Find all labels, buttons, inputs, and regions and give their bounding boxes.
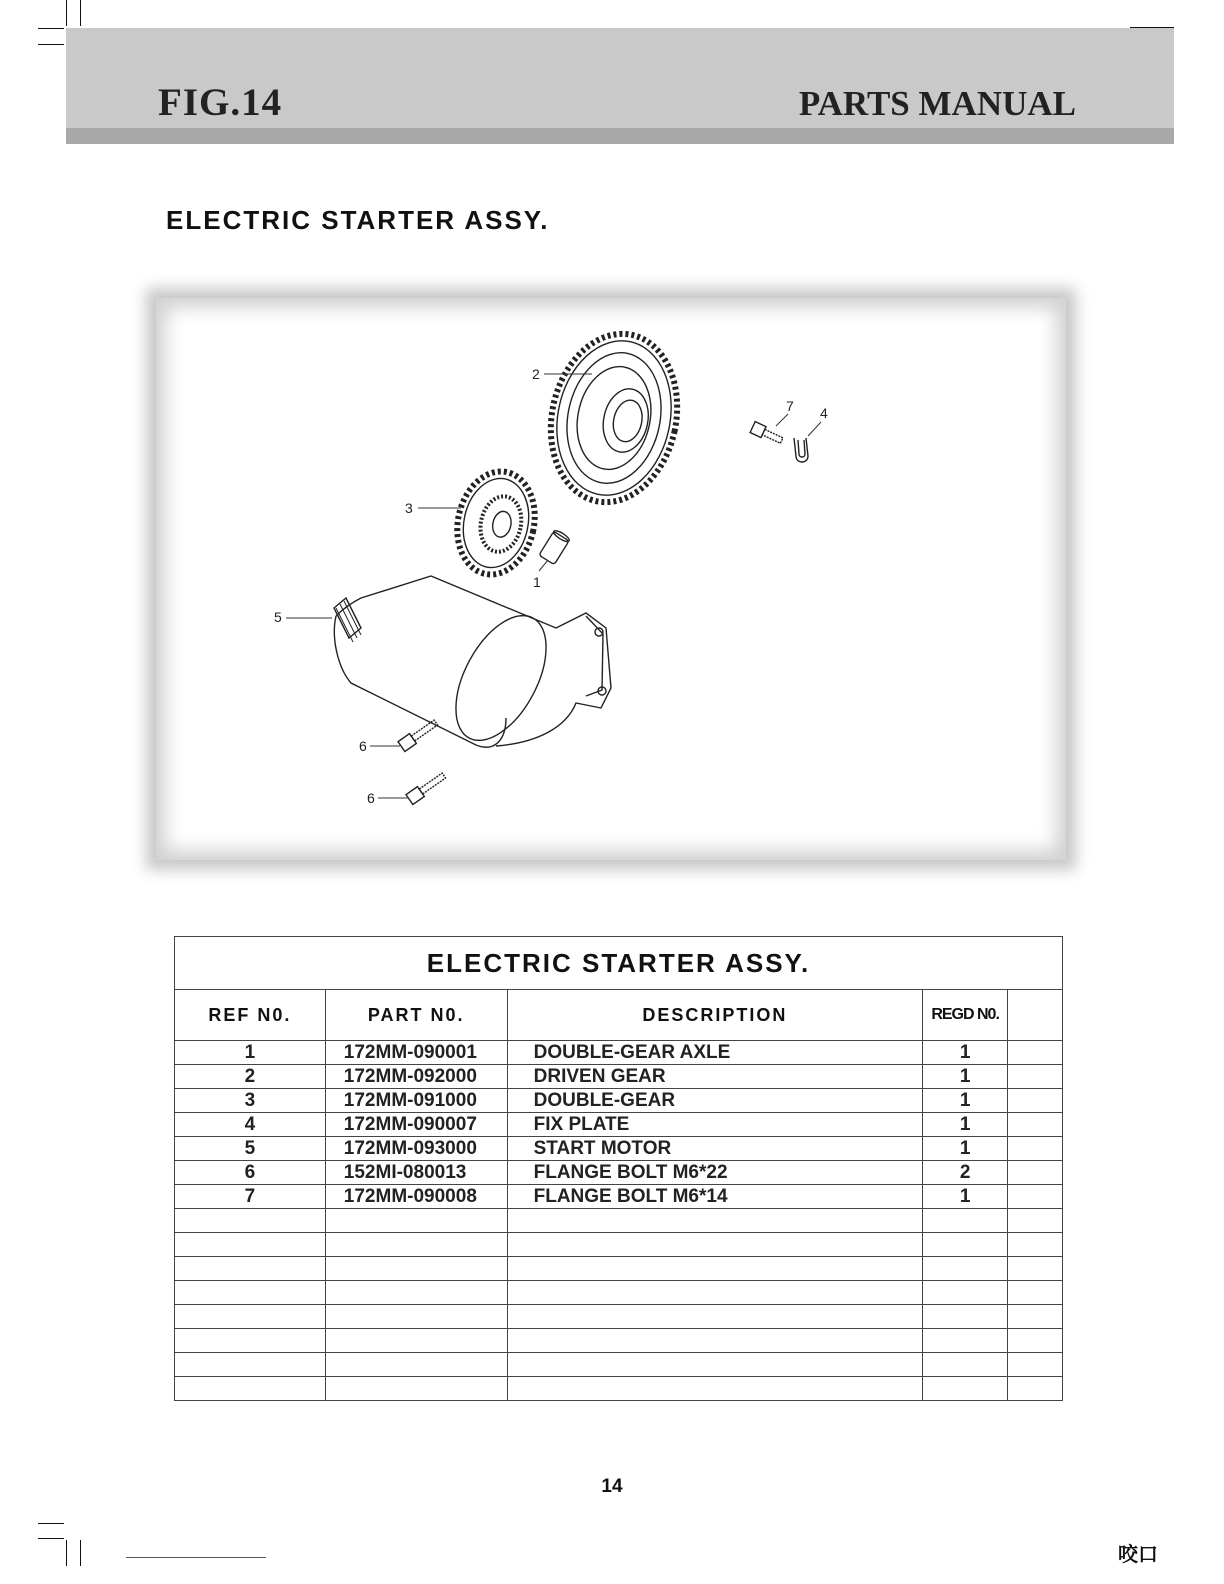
part-number-cell: 172MM-092000: [325, 1065, 507, 1089]
crop-mark: [38, 1538, 64, 1539]
blank-cell: [1008, 1137, 1063, 1161]
blank-cell: [507, 1209, 923, 1233]
blank-cell: [923, 1377, 1008, 1401]
crop-mark: [80, 0, 81, 26]
blank-cell: [325, 1329, 507, 1353]
blank-cell: [325, 1257, 507, 1281]
blank-cell: [923, 1305, 1008, 1329]
part-number-cell: 152MI-080013: [325, 1161, 507, 1185]
fix-plate-drawing: [794, 438, 808, 462]
quantity-cell: 1: [923, 1065, 1008, 1089]
ref-number-cell: 5: [175, 1137, 326, 1161]
quantity-cell: 1: [923, 1113, 1008, 1137]
empty-table-row: [175, 1233, 1063, 1257]
table-row: [175, 1089, 1063, 1113]
blank-cell: [507, 1281, 923, 1305]
crop-mark: [66, 0, 67, 26]
ref-number-cell: 4: [175, 1113, 326, 1137]
blank-cell: [1008, 1329, 1063, 1353]
column-header: DESCRIPTION: [507, 990, 923, 1041]
blank-cell: [175, 1209, 326, 1233]
blank-cell: [1008, 1065, 1063, 1089]
quantity-cell: 1: [923, 1185, 1008, 1209]
blank-cell: [923, 1209, 1008, 1233]
empty-table-row: [175, 1377, 1063, 1401]
callout-label: 6: [359, 738, 367, 754]
empty-table-row: [175, 1209, 1063, 1233]
page-number: 14: [601, 1476, 623, 1497]
table-title: ELECTRIC STARTER ASSY.: [175, 937, 1063, 990]
exploded-parts-diagram: [156, 298, 1066, 860]
ref-number-cell: 6: [175, 1161, 326, 1185]
ref-number-cell: 3: [175, 1089, 326, 1113]
blank-cell: [1008, 1233, 1063, 1257]
blank-cell: [325, 1305, 507, 1329]
column-header: REF N0.: [175, 990, 326, 1041]
callout-label: 7: [786, 398, 794, 414]
empty-table-row: [175, 1329, 1063, 1353]
blank-cell: [1008, 1353, 1063, 1377]
blank-cell: [1008, 1161, 1063, 1185]
blank-cell: [507, 1257, 923, 1281]
blank-cell: [325, 1353, 507, 1377]
manual-title: PARTS MANUAL: [798, 84, 1076, 123]
description-cell: DRIVEN GEAR: [507, 1065, 923, 1089]
flange-bolt-drawing: [406, 771, 447, 805]
quantity-cell: 1: [923, 1137, 1008, 1161]
driven-gear-drawing: [536, 322, 693, 514]
header-shadow: [66, 128, 1174, 144]
blank-cell: [923, 1257, 1008, 1281]
blank-cell: [1008, 1041, 1063, 1065]
column-header: REGD N0.: [923, 990, 1008, 1041]
empty-table-row: [175, 1353, 1063, 1377]
part-number-cell: 172MM-090008: [325, 1185, 507, 1209]
double-gear-drawing: [448, 464, 544, 582]
table-row: [175, 1137, 1063, 1161]
quantity-cell: 2: [923, 1161, 1008, 1185]
flange-bolt-drawing: [750, 422, 784, 446]
crop-mark: [38, 28, 64, 29]
empty-table-row: [175, 1305, 1063, 1329]
callout-label: 2: [532, 366, 540, 382]
underline-mark: [126, 1557, 266, 1558]
callout-label: 6: [367, 790, 375, 806]
blank-cell: [507, 1233, 923, 1257]
figure-label: FIG.14: [158, 81, 283, 124]
parts-table: [174, 936, 1063, 1401]
table-row: [175, 1185, 1063, 1209]
part-number-cell: 172MM-093000: [325, 1137, 507, 1161]
description-cell: DOUBLE-GEAR AXLE: [507, 1041, 923, 1065]
part-number-cell: 172MM-090001: [325, 1041, 507, 1065]
part-number-cell: 172MM-091000: [325, 1089, 507, 1113]
blank-cell: [923, 1353, 1008, 1377]
blank-cell: [923, 1281, 1008, 1305]
blank-cell: [175, 1233, 326, 1257]
blank-cell: [507, 1377, 923, 1401]
flange-bolt-drawing: [398, 718, 439, 752]
part-number-cell: 172MM-090007: [325, 1113, 507, 1137]
blank-cell: [325, 1281, 507, 1305]
blank-cell: [175, 1353, 326, 1377]
description-cell: FLANGE BOLT M6*22: [507, 1161, 923, 1185]
corner-text: 咬口: [1118, 1542, 1158, 1566]
blank-cell: [175, 1305, 326, 1329]
double-gear-axle-drawing: [539, 529, 571, 565]
quantity-cell: 1: [923, 1041, 1008, 1065]
blank-cell: [1008, 1089, 1063, 1113]
blank-cell: [507, 1353, 923, 1377]
empty-table-row: [175, 1281, 1063, 1305]
crop-mark: [66, 1540, 67, 1566]
ref-number-cell: 7: [175, 1185, 326, 1209]
blank-cell: [175, 1257, 326, 1281]
blank-cell: [923, 1233, 1008, 1257]
blank-cell: [923, 1329, 1008, 1353]
blank-cell: [507, 1305, 923, 1329]
blank-cell: [175, 1281, 326, 1305]
blank-cell: [325, 1209, 507, 1233]
blank-cell: [325, 1233, 507, 1257]
table-row: [175, 1161, 1063, 1185]
crop-mark: [38, 1523, 64, 1524]
table-row: [175, 1065, 1063, 1089]
blank-cell: [175, 1329, 326, 1353]
column-header: [1008, 990, 1063, 1041]
table-row: [175, 1041, 1063, 1065]
blank-cell: [1008, 1281, 1063, 1305]
blank-cell: [325, 1377, 507, 1401]
blank-cell: [1008, 1113, 1063, 1137]
section-title: ELECTRIC STARTER ASSY.: [166, 205, 550, 235]
blank-cell: [1008, 1305, 1063, 1329]
callout-label: 3: [405, 500, 413, 516]
start-motor-drawing: [334, 576, 611, 755]
column-header: PART N0.: [325, 990, 507, 1041]
blank-cell: [1008, 1209, 1063, 1233]
ref-number-cell: 2: [175, 1065, 326, 1089]
description-cell: START MOTOR: [507, 1137, 923, 1161]
description-cell: DOUBLE-GEAR: [507, 1089, 923, 1113]
blank-cell: [175, 1377, 326, 1401]
description-cell: FIX PLATE: [507, 1113, 923, 1137]
table-header-row: [175, 990, 1063, 1041]
callout-label: 4: [820, 405, 828, 421]
blank-cell: [1008, 1377, 1063, 1401]
blank-cell: [1008, 1185, 1063, 1209]
callout-label: 5: [274, 609, 282, 625]
crop-mark: [80, 1540, 81, 1566]
crop-mark: [38, 44, 64, 45]
ref-number-cell: 1: [175, 1041, 326, 1065]
blank-cell: [1008, 1257, 1063, 1281]
empty-table-row: [175, 1257, 1063, 1281]
quantity-cell: 1: [923, 1089, 1008, 1113]
description-cell: FLANGE BOLT M6*14: [507, 1185, 923, 1209]
table-row: [175, 1113, 1063, 1137]
blank-cell: [507, 1329, 923, 1353]
callout-label: 1: [533, 574, 541, 590]
